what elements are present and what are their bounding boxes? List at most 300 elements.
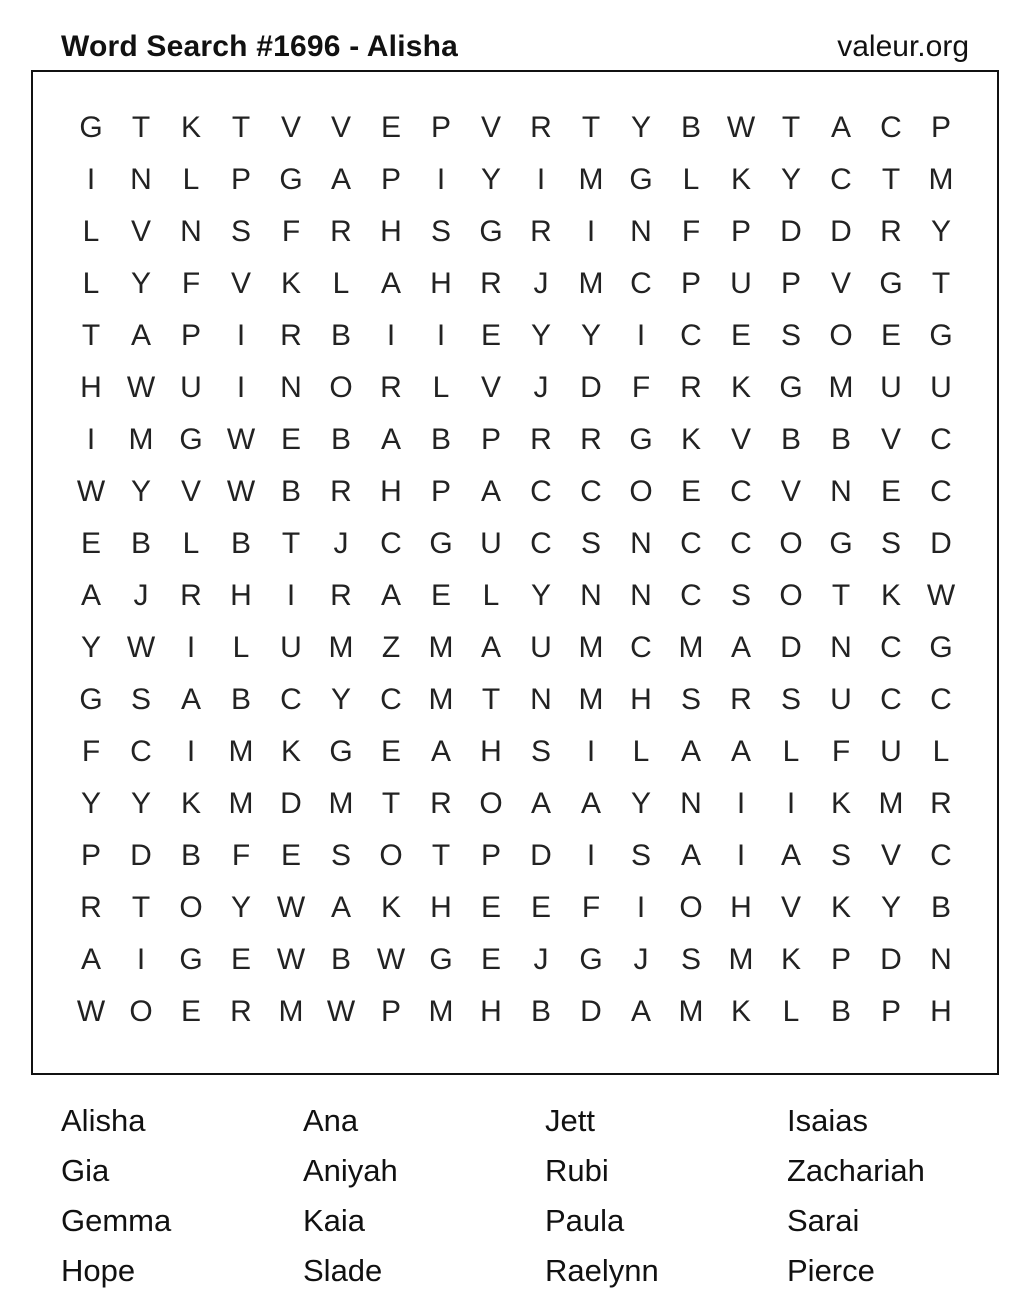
grid-cell[interactable]: C xyxy=(380,683,402,716)
grid-cell[interactable]: B xyxy=(330,319,351,352)
grid-cell[interactable]: M xyxy=(678,631,704,664)
grid-cell[interactable]: R xyxy=(330,579,352,612)
grid-cell[interactable]: T xyxy=(481,683,501,716)
grid-cell[interactable]: H xyxy=(230,579,252,612)
grid-cell[interactable]: L xyxy=(332,267,350,300)
grid-cell[interactable]: K xyxy=(880,579,901,612)
grid-cell[interactable]: N xyxy=(930,943,952,976)
grid-cell[interactable]: I xyxy=(536,163,546,196)
grid-cell[interactable]: F xyxy=(281,215,301,248)
grid-cell[interactable]: N xyxy=(130,163,152,196)
grid-cell[interactable]: R xyxy=(230,995,252,1028)
grid-cell[interactable]: C xyxy=(630,267,652,300)
grid-cell[interactable]: W xyxy=(76,475,106,508)
grid-cell[interactable]: A xyxy=(180,683,201,716)
grid-cell[interactable]: W xyxy=(126,631,156,664)
grid-cell[interactable]: F xyxy=(631,371,651,404)
grid-cell[interactable]: R xyxy=(480,267,502,300)
grid-cell[interactable]: N xyxy=(630,579,652,612)
grid-cell[interactable]: D xyxy=(780,631,802,664)
grid-cell[interactable]: V xyxy=(780,891,801,924)
grid-cell[interactable]: P xyxy=(180,319,201,352)
grid-cell[interactable]: K xyxy=(180,111,201,144)
grid-cell[interactable]: A xyxy=(330,891,351,924)
grid-cell[interactable]: W xyxy=(376,943,406,976)
grid-cell[interactable]: F xyxy=(231,839,251,872)
grid-cell[interactable]: M xyxy=(278,995,304,1028)
grid-cell[interactable]: C xyxy=(730,475,752,508)
grid-cell[interactable]: D xyxy=(530,839,552,872)
grid-cell[interactable]: C xyxy=(580,475,602,508)
grid-cell[interactable]: G xyxy=(479,215,503,248)
grid-cell[interactable]: P xyxy=(430,111,451,144)
grid-cell[interactable]: M xyxy=(328,631,354,664)
grid-cell[interactable]: M xyxy=(928,163,954,196)
grid-cell[interactable]: N xyxy=(830,475,852,508)
grid-cell[interactable]: I xyxy=(586,839,596,872)
grid-cell[interactable]: I xyxy=(786,787,796,820)
grid-cell[interactable]: I xyxy=(86,163,96,196)
grid-cell[interactable]: N xyxy=(630,527,652,560)
grid-cell[interactable]: H xyxy=(380,215,402,248)
grid-cell[interactable]: P xyxy=(380,995,401,1028)
grid-cell[interactable]: G xyxy=(929,319,953,352)
grid-cell[interactable]: B xyxy=(130,527,151,560)
grid-cell[interactable]: A xyxy=(430,735,451,768)
grid-cell[interactable]: D xyxy=(880,943,902,976)
grid-cell[interactable]: W xyxy=(126,371,156,404)
grid-cell[interactable]: F xyxy=(581,891,601,924)
grid-cell[interactable]: N xyxy=(580,579,602,612)
grid-cell[interactable]: L xyxy=(632,735,650,768)
grid-cell[interactable]: C xyxy=(930,423,952,456)
grid-cell[interactable]: V xyxy=(880,839,901,872)
grid-cell[interactable]: S xyxy=(330,839,351,872)
grid-cell[interactable]: D xyxy=(280,787,302,820)
grid-cell[interactable]: B xyxy=(680,111,701,144)
grid-cell[interactable]: A xyxy=(480,631,501,664)
grid-cell[interactable]: G xyxy=(779,371,803,404)
grid-cell[interactable]: M xyxy=(578,267,604,300)
grid-cell[interactable]: M xyxy=(228,735,254,768)
grid-cell[interactable]: M xyxy=(328,787,354,820)
grid-cell[interactable]: C xyxy=(880,631,902,664)
grid-cell[interactable]: A xyxy=(580,787,601,820)
grid-cell[interactable]: I xyxy=(186,735,196,768)
grid-cell[interactable]: V xyxy=(880,423,901,456)
grid-cell[interactable]: I xyxy=(736,787,746,820)
grid-cell[interactable]: Y xyxy=(80,787,101,820)
grid-cell[interactable]: L xyxy=(182,163,200,196)
grid-cell[interactable]: A xyxy=(830,111,851,144)
grid-cell[interactable]: E xyxy=(80,527,101,560)
grid-cell[interactable]: L xyxy=(182,527,200,560)
grid-cell[interactable]: W xyxy=(226,475,256,508)
grid-cell[interactable]: R xyxy=(80,891,102,924)
grid-cell[interactable]: G xyxy=(879,267,903,300)
grid-cell[interactable]: B xyxy=(530,995,551,1028)
grid-cell[interactable]: P xyxy=(830,943,851,976)
grid-cell[interactable]: I xyxy=(636,891,646,924)
grid-cell[interactable]: A xyxy=(380,579,401,612)
grid-cell[interactable]: O xyxy=(329,371,353,404)
grid-cell[interactable]: G xyxy=(929,631,953,664)
grid-cell[interactable]: Y xyxy=(930,215,951,248)
grid-cell[interactable]: I xyxy=(236,371,246,404)
grid-cell[interactable]: K xyxy=(180,787,201,820)
grid-cell[interactable]: B xyxy=(830,423,851,456)
grid-cell[interactable]: H xyxy=(380,475,402,508)
grid-cell[interactable]: U xyxy=(930,371,952,404)
grid-cell[interactable]: K xyxy=(730,995,751,1028)
grid-cell[interactable]: E xyxy=(880,319,901,352)
grid-cell[interactable]: D xyxy=(830,215,852,248)
grid-cell[interactable]: I xyxy=(636,319,646,352)
grid-cell[interactable]: A xyxy=(380,267,401,300)
grid-cell[interactable]: D xyxy=(130,839,152,872)
grid-cell[interactable]: T xyxy=(831,579,851,612)
grid-cell[interactable]: U xyxy=(280,631,302,664)
grid-cell[interactable]: R xyxy=(880,215,902,248)
grid-cell[interactable]: D xyxy=(580,371,602,404)
grid-cell[interactable]: K xyxy=(280,735,301,768)
grid-cell[interactable]: L xyxy=(782,735,800,768)
grid-cell[interactable]: S xyxy=(730,579,751,612)
grid-cell[interactable]: B xyxy=(230,683,251,716)
grid-cell[interactable]: F xyxy=(81,735,101,768)
grid-cell[interactable]: A xyxy=(730,631,751,664)
grid-cell[interactable]: Y xyxy=(530,319,551,352)
grid-cell[interactable]: K xyxy=(830,787,851,820)
grid-cell[interactable]: S xyxy=(680,943,701,976)
grid-cell[interactable]: L xyxy=(82,215,100,248)
grid-cell[interactable]: J xyxy=(533,943,549,976)
grid-cell[interactable]: L xyxy=(82,267,100,300)
grid-cell[interactable]: M xyxy=(428,683,454,716)
grid-cell[interactable]: Y xyxy=(80,631,101,664)
grid-cell[interactable]: L xyxy=(782,995,800,1028)
grid-cell[interactable]: R xyxy=(930,787,952,820)
grid-cell[interactable]: E xyxy=(280,839,301,872)
grid-cell[interactable]: G xyxy=(429,527,453,560)
grid-cell[interactable]: R xyxy=(530,423,552,456)
grid-cell[interactable]: I xyxy=(136,943,146,976)
grid-cell[interactable]: H xyxy=(430,891,452,924)
grid-cell[interactable]: P xyxy=(80,839,101,872)
grid-cell[interactable]: O xyxy=(479,787,503,820)
grid-cell[interactable]: L xyxy=(232,631,250,664)
grid-cell[interactable]: B xyxy=(780,423,801,456)
grid-cell[interactable]: B xyxy=(230,527,251,560)
grid-cell[interactable]: W xyxy=(226,423,256,456)
grid-cell[interactable]: M xyxy=(878,787,904,820)
grid-cell[interactable]: I xyxy=(286,579,296,612)
grid-cell[interactable]: K xyxy=(730,371,751,404)
grid-cell[interactable]: Z xyxy=(381,631,401,664)
grid-cell[interactable]: V xyxy=(780,475,801,508)
grid-cell[interactable]: B xyxy=(280,475,301,508)
grid-cell[interactable]: J xyxy=(133,579,149,612)
grid-cell[interactable]: N xyxy=(530,683,552,716)
grid-cell[interactable]: O xyxy=(779,527,803,560)
grid-cell[interactable]: T xyxy=(881,163,901,196)
grid-cell[interactable]: Y xyxy=(530,579,551,612)
grid-cell[interactable]: F xyxy=(681,215,701,248)
grid-cell[interactable]: O xyxy=(679,891,703,924)
grid-cell[interactable]: R xyxy=(280,319,302,352)
grid-cell[interactable]: G xyxy=(579,943,603,976)
grid-cell[interactable]: T xyxy=(581,111,601,144)
grid-cell[interactable]: S xyxy=(130,683,151,716)
grid-cell[interactable]: R xyxy=(680,371,702,404)
grid-cell[interactable]: R xyxy=(580,423,602,456)
grid-cell[interactable]: Y xyxy=(630,111,651,144)
grid-cell[interactable]: N xyxy=(280,371,302,404)
grid-cell[interactable]: W xyxy=(76,995,106,1028)
grid-cell[interactable]: H xyxy=(480,735,502,768)
grid-cell[interactable]: S xyxy=(230,215,251,248)
grid-cell[interactable]: Y xyxy=(130,475,151,508)
grid-cell[interactable]: N xyxy=(630,215,652,248)
grid-cell[interactable]: B xyxy=(330,423,351,456)
grid-cell[interactable]: R xyxy=(330,475,352,508)
grid-cell[interactable]: I xyxy=(186,631,196,664)
grid-cell[interactable]: V xyxy=(330,111,351,144)
grid-cell[interactable]: G xyxy=(79,683,103,716)
grid-cell[interactable]: V xyxy=(180,475,201,508)
grid-cell[interactable]: Y xyxy=(130,787,151,820)
grid-cell[interactable]: P xyxy=(780,267,801,300)
grid-cell[interactable]: P xyxy=(680,267,701,300)
grid-cell[interactable]: L xyxy=(482,579,500,612)
grid-cell[interactable]: C xyxy=(730,527,752,560)
grid-cell[interactable]: S xyxy=(530,735,551,768)
grid-cell[interactable]: I xyxy=(86,423,96,456)
grid-cell[interactable]: C xyxy=(880,111,902,144)
grid-cell[interactable]: I xyxy=(236,319,246,352)
grid-cell[interactable]: G xyxy=(79,111,103,144)
grid-cell[interactable]: M xyxy=(578,683,604,716)
grid-cell[interactable]: E xyxy=(480,943,501,976)
grid-cell[interactable]: S xyxy=(880,527,901,560)
grid-cell[interactable]: G xyxy=(629,423,653,456)
grid-cell[interactable]: M xyxy=(428,631,454,664)
grid-cell[interactable]: J xyxy=(633,943,649,976)
grid-cell[interactable]: R xyxy=(430,787,452,820)
grid-cell[interactable]: M xyxy=(728,943,754,976)
grid-cell[interactable]: W xyxy=(326,995,356,1028)
grid-cell[interactable]: O xyxy=(829,319,853,352)
grid-cell[interactable]: O xyxy=(779,579,803,612)
grid-cell[interactable]: O xyxy=(629,475,653,508)
grid-cell[interactable]: B xyxy=(430,423,451,456)
grid-cell[interactable]: B xyxy=(180,839,201,872)
grid-cell[interactable]: G xyxy=(829,527,853,560)
grid-cell[interactable]: E xyxy=(480,891,501,924)
grid-cell[interactable]: T xyxy=(81,319,101,352)
grid-cell[interactable]: C xyxy=(530,527,552,560)
grid-cell[interactable]: M xyxy=(578,631,604,664)
grid-cell[interactable]: T xyxy=(281,527,301,560)
grid-cell[interactable]: A xyxy=(380,423,401,456)
grid-cell[interactable]: H xyxy=(630,683,652,716)
grid-cell[interactable]: E xyxy=(380,111,401,144)
grid-cell[interactable]: T xyxy=(431,839,451,872)
grid-cell[interactable]: C xyxy=(680,319,702,352)
grid-cell[interactable]: E xyxy=(530,891,551,924)
grid-cell[interactable]: A xyxy=(330,163,351,196)
grid-cell[interactable]: F xyxy=(831,735,851,768)
grid-cell[interactable]: B xyxy=(330,943,351,976)
grid-cell[interactable]: M xyxy=(678,995,704,1028)
grid-cell[interactable]: L xyxy=(932,735,950,768)
grid-cell[interactable]: U xyxy=(530,631,552,664)
grid-cell[interactable]: T xyxy=(931,267,951,300)
grid-cell[interactable]: U xyxy=(880,735,902,768)
grid-cell[interactable]: A xyxy=(80,579,101,612)
grid-cell[interactable]: P xyxy=(930,111,951,144)
grid-cell[interactable]: Y xyxy=(630,787,651,820)
grid-cell[interactable]: C xyxy=(930,475,952,508)
grid-cell[interactable]: H xyxy=(480,995,502,1028)
grid-cell[interactable]: C xyxy=(680,527,702,560)
grid-cell[interactable]: B xyxy=(930,891,951,924)
grid-cell[interactable]: U xyxy=(480,527,502,560)
grid-cell[interactable]: W xyxy=(926,579,956,612)
grid-cell[interactable]: B xyxy=(830,995,851,1028)
grid-cell[interactable]: N xyxy=(680,787,702,820)
grid-cell[interactable]: W xyxy=(726,111,756,144)
grid-cell[interactable]: C xyxy=(930,683,952,716)
grid-cell[interactable]: F xyxy=(181,267,201,300)
grid-cell[interactable]: R xyxy=(530,215,552,248)
grid-cell[interactable]: V xyxy=(230,267,251,300)
grid-cell[interactable]: A xyxy=(780,839,801,872)
grid-cell[interactable]: P xyxy=(480,839,501,872)
grid-cell[interactable]: T xyxy=(381,787,401,820)
grid-cell[interactable]: R xyxy=(730,683,752,716)
grid-cell[interactable]: A xyxy=(680,735,701,768)
grid-cell[interactable]: A xyxy=(130,319,151,352)
grid-cell[interactable]: C xyxy=(630,631,652,664)
grid-cell[interactable]: K xyxy=(730,163,751,196)
grid-cell[interactable]: K xyxy=(780,943,801,976)
grid-cell[interactable]: E xyxy=(380,735,401,768)
grid-cell[interactable]: R xyxy=(380,371,402,404)
grid-cell[interactable]: D xyxy=(930,527,952,560)
grid-cell[interactable]: E xyxy=(280,423,301,456)
grid-cell[interactable]: C xyxy=(830,163,852,196)
grid-cell[interactable]: U xyxy=(180,371,202,404)
grid-cell[interactable]: O xyxy=(379,839,403,872)
grid-cell[interactable]: V xyxy=(130,215,151,248)
grid-cell[interactable]: H xyxy=(430,267,452,300)
grid-cell[interactable]: G xyxy=(329,735,353,768)
grid-cell[interactable]: N xyxy=(830,631,852,664)
grid-cell[interactable]: U xyxy=(730,267,752,300)
grid-cell[interactable]: G xyxy=(179,423,203,456)
grid-cell[interactable]: R xyxy=(180,579,202,612)
grid-cell[interactable]: V xyxy=(280,111,301,144)
grid-cell[interactable]: Y xyxy=(880,891,901,924)
grid-cell[interactable]: I xyxy=(436,163,446,196)
grid-cell[interactable]: G xyxy=(179,943,203,976)
grid-cell[interactable]: Y xyxy=(230,891,251,924)
grid-cell[interactable]: G xyxy=(279,163,303,196)
grid-cell[interactable]: T xyxy=(781,111,801,144)
grid-cell[interactable]: I xyxy=(386,319,396,352)
grid-cell[interactable]: I xyxy=(586,215,596,248)
grid-cell[interactable]: O xyxy=(179,891,203,924)
grid-cell[interactable]: Y xyxy=(330,683,351,716)
grid-cell[interactable]: C xyxy=(530,475,552,508)
grid-cell[interactable]: H xyxy=(80,371,102,404)
grid-cell[interactable]: E xyxy=(430,579,451,612)
grid-cell[interactable]: E xyxy=(680,475,701,508)
grid-cell[interactable]: Y xyxy=(130,267,151,300)
grid-cell[interactable]: W xyxy=(276,891,306,924)
grid-cell[interactable]: D xyxy=(580,995,602,1028)
grid-cell[interactable]: V xyxy=(730,423,751,456)
grid-cell[interactable]: E xyxy=(480,319,501,352)
grid-cell[interactable]: N xyxy=(180,215,202,248)
grid-cell[interactable]: P xyxy=(730,215,751,248)
grid-cell[interactable]: V xyxy=(830,267,851,300)
grid-cell[interactable]: H xyxy=(930,995,952,1028)
grid-cell[interactable]: C xyxy=(680,579,702,612)
grid-cell[interactable]: K xyxy=(280,267,301,300)
grid-cell[interactable]: Y xyxy=(780,163,801,196)
grid-cell[interactable]: W xyxy=(276,943,306,976)
grid-cell[interactable]: A xyxy=(680,839,701,872)
grid-cell[interactable]: C xyxy=(130,735,152,768)
grid-cell[interactable]: V xyxy=(480,111,501,144)
grid-cell[interactable]: P xyxy=(480,423,501,456)
grid-cell[interactable]: R xyxy=(530,111,552,144)
grid-cell[interactable]: P xyxy=(380,163,401,196)
grid-cell[interactable]: C xyxy=(930,839,952,872)
grid-cell[interactable]: M xyxy=(828,371,854,404)
grid-cell[interactable]: M xyxy=(578,163,604,196)
grid-cell[interactable]: I xyxy=(586,735,596,768)
grid-cell[interactable]: A xyxy=(80,943,101,976)
grid-cell[interactable]: E xyxy=(730,319,751,352)
grid-cell[interactable]: U xyxy=(830,683,852,716)
grid-cell[interactable]: I xyxy=(436,319,446,352)
grid-cell[interactable]: K xyxy=(680,423,701,456)
grid-cell[interactable]: J xyxy=(533,371,549,404)
grid-cell[interactable]: T xyxy=(131,891,151,924)
grid-cell[interactable]: S xyxy=(780,683,801,716)
grid-cell[interactable]: A xyxy=(730,735,751,768)
grid-cell[interactable]: V xyxy=(480,371,501,404)
grid-cell[interactable]: G xyxy=(629,163,653,196)
grid-cell[interactable]: E xyxy=(180,995,201,1028)
grid-cell[interactable]: J xyxy=(333,527,349,560)
grid-cell[interactable]: S xyxy=(830,839,851,872)
grid-cell[interactable]: C xyxy=(880,683,902,716)
grid-cell[interactable]: L xyxy=(682,163,700,196)
grid-cell[interactable]: E xyxy=(880,475,901,508)
grid-cell[interactable]: D xyxy=(780,215,802,248)
grid-cell[interactable]: C xyxy=(380,527,402,560)
grid-cell[interactable]: L xyxy=(432,371,450,404)
grid-cell[interactable]: R xyxy=(330,215,352,248)
grid-cell[interactable]: J xyxy=(533,267,549,300)
grid-cell[interactable]: U xyxy=(880,371,902,404)
grid-cell[interactable]: T xyxy=(131,111,151,144)
grid-cell[interactable]: A xyxy=(630,995,651,1028)
